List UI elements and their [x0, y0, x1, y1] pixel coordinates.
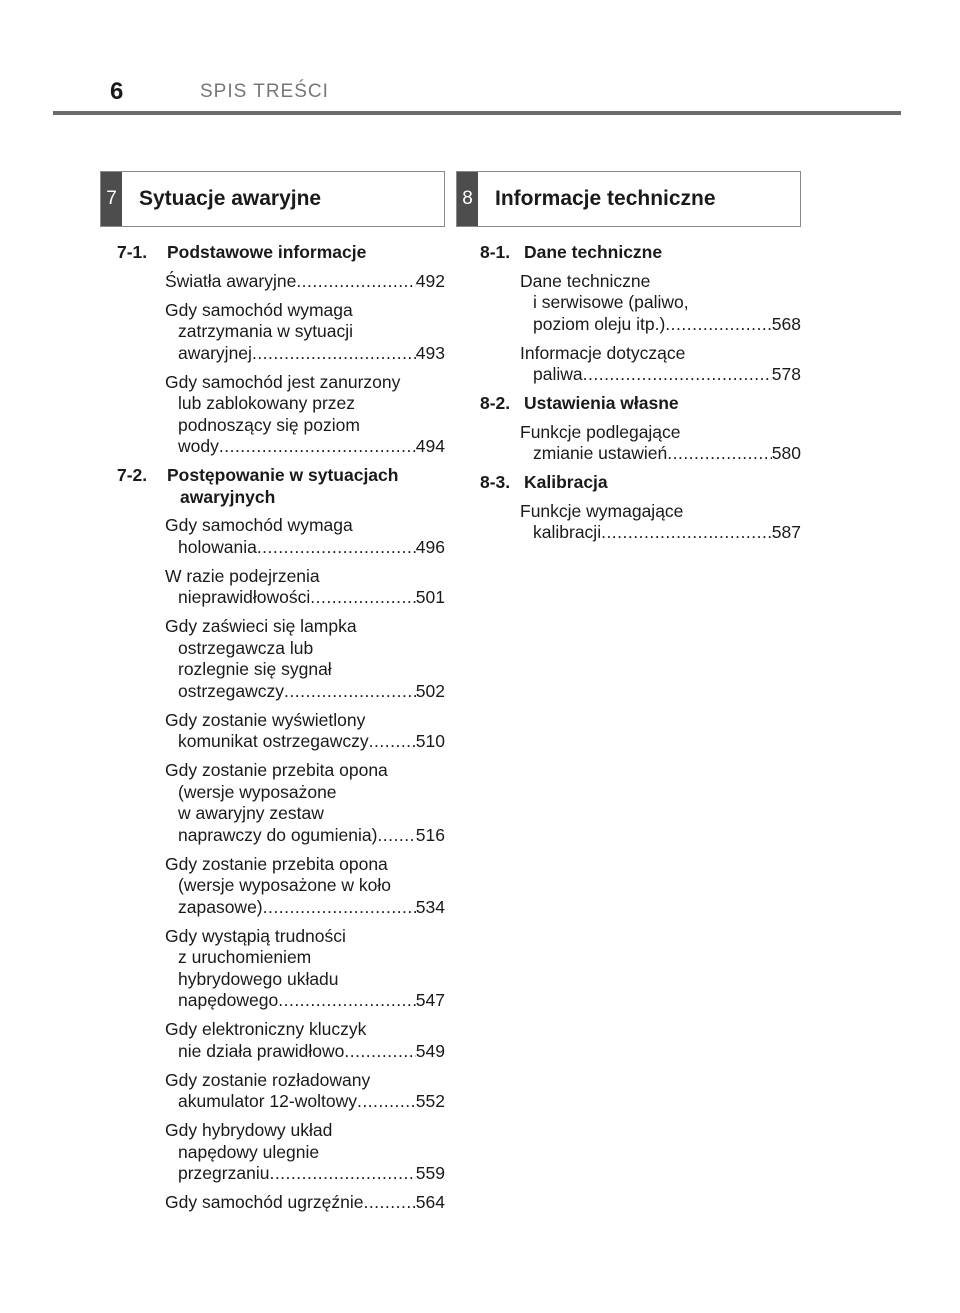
dot-leader — [310, 587, 416, 609]
entry-title-line: nie działa prawidłowo — [178, 1040, 345, 1061]
chapter-code: 7-1. — [117, 242, 148, 262]
entry-title-line: Funkcje podlegające — [520, 421, 681, 442]
chapter-heading[interactable] — [456, 242, 801, 264]
dot-leader — [363, 1192, 415, 1214]
entry-title-line: w awaryjny zestaw — [178, 803, 324, 823]
entry-last-line — [165, 1163, 445, 1185]
entry-last-line — [165, 587, 445, 609]
section-title: Informacje techniczne — [495, 187, 716, 210]
entry-title-line: przegrzaniu — [178, 1163, 270, 1183]
entry-title-line: zmianie ustawień — [533, 443, 668, 463]
entry-title-line: z uruchomieniem — [178, 947, 312, 967]
toc-entry[interactable] — [165, 271, 445, 293]
entry-title-line: (wersje wyposażone — [178, 781, 337, 802]
toc-entry[interactable] — [520, 501, 801, 544]
page-ref: 568 — [771, 313, 801, 334]
chapter-title-line: awaryjnych — [180, 486, 276, 507]
dot-leader — [369, 731, 416, 753]
entry-last-line — [165, 825, 445, 847]
entry-title-line: zapasowe) — [178, 896, 263, 917]
page-ref: 559 — [415, 1163, 445, 1183]
entry-group — [456, 501, 801, 544]
page-ref: 510 — [415, 731, 445, 751]
dot-leader — [252, 343, 416, 365]
entry-title-line: Światła awaryjne — [165, 270, 297, 291]
dot-leader — [601, 522, 772, 544]
entry-title-line: Gdy zostanie przebita opona — [165, 760, 388, 780]
page-ref: 578 — [771, 364, 801, 384]
entry-title-line: Gdy zostanie przebita opona — [165, 853, 388, 874]
page-ref: 552 — [415, 1091, 445, 1111]
page-ref: 587 — [771, 522, 801, 542]
header-rule — [53, 111, 901, 115]
entry-title-line: hybrydowego układu — [178, 968, 339, 989]
entry-last-line — [165, 436, 445, 458]
chapter-heading[interactable] — [456, 393, 801, 415]
page-ref: 496 — [415, 536, 445, 557]
page-ref: 564 — [415, 1192, 445, 1212]
chapter-title: Ustawienia własne — [524, 393, 679, 413]
toc-entry[interactable] — [165, 854, 445, 919]
page-number: 6 — [110, 78, 124, 105]
chapter-code: 8-1. — [480, 242, 511, 262]
toc-entry[interactable] — [165, 1192, 445, 1214]
toc-list — [100, 242, 445, 1214]
entry-title-line: W razie podejrzenia — [165, 565, 320, 586]
entry-title-line: nieprawidłowości — [178, 587, 311, 607]
toc-entry[interactable] — [165, 1019, 445, 1062]
page-ref: 501 — [415, 587, 445, 607]
page-ref: 547 — [415, 990, 445, 1010]
toc-entry[interactable] — [165, 300, 445, 365]
entry-title-line: lub zablokowany przez — [178, 393, 356, 413]
toc-entry[interactable] — [520, 271, 801, 336]
section-header-8[interactable] — [456, 171, 801, 227]
entry-last-line — [165, 343, 445, 365]
entry-title-line: napędowego — [178, 990, 279, 1010]
entry-title-line: i serwisowe (paliwo, — [533, 292, 689, 312]
entry-title-line: Gdy samochód jest zanurzony — [165, 371, 401, 392]
dot-leader — [377, 825, 415, 847]
entry-title-line: Gdy zaświeci się lampka — [165, 616, 357, 636]
entry-title-line: Gdy zostanie rozładowany — [165, 1069, 371, 1090]
page-ref: 494 — [415, 436, 445, 456]
entry-title-line: rozlegnie się sygnał — [178, 659, 332, 679]
entry-title-line: Gdy wystąpią trudności — [165, 925, 346, 946]
toc-entry[interactable] — [520, 343, 801, 386]
section-number: 8 — [457, 172, 478, 226]
dot-leader — [665, 314, 772, 336]
toc-entry[interactable] — [520, 422, 801, 465]
entry-group — [456, 422, 801, 465]
dot-leader — [667, 443, 772, 465]
toc-column-right — [456, 171, 801, 551]
entry-last-line — [520, 314, 801, 336]
chapter-title-line: Postępowanie w sytuacjach — [167, 465, 399, 485]
entry-last-line — [520, 443, 801, 465]
entry-title-line: kalibracji — [533, 522, 602, 542]
chapter-title: Kalibracja — [524, 472, 608, 492]
chapter-title: Podstawowe informacje — [167, 242, 367, 262]
dot-leader — [357, 1091, 416, 1113]
entry-last-line — [165, 731, 445, 753]
entry-title-line: Funkcje wymagające — [520, 500, 684, 521]
entry-title-line: podnoszący się poziom — [178, 414, 360, 435]
entry-title-line: komunikat ostrzegawczy — [178, 731, 369, 751]
entry-title-line: Gdy elektroniczny kluczyk — [165, 1019, 367, 1039]
toc-entry[interactable] — [165, 616, 445, 702]
entry-group — [456, 271, 801, 386]
entry-last-line — [165, 681, 445, 703]
entry-title-line: Gdy samochód wymaga — [165, 299, 353, 320]
toc-entry[interactable] — [165, 1070, 445, 1113]
entry-title-line: wody — [178, 436, 219, 456]
toc-entry[interactable] — [165, 926, 445, 1012]
entry-last-line — [520, 522, 801, 544]
dot-leader — [284, 681, 416, 703]
chapter-code: 8-3. — [480, 472, 511, 492]
chapter-heading[interactable] — [100, 465, 445, 508]
entry-title-line: Dane techniczne — [520, 270, 651, 291]
entry-title-line: Informacje dotyczące — [520, 342, 686, 363]
dot-leader — [263, 897, 416, 919]
toc-entry[interactable] — [165, 710, 445, 753]
running-title: SPIS TREŚCI — [200, 81, 329, 102]
page-ref: 580 — [771, 443, 801, 463]
page-ref: 492 — [415, 270, 445, 291]
entry-last-line — [165, 1041, 445, 1063]
toc-list — [456, 242, 801, 544]
toc-entry[interactable] — [165, 760, 445, 846]
entry-last-line — [165, 1192, 445, 1214]
chapter-title — [167, 465, 445, 508]
entry-title-line: holowania — [178, 536, 257, 557]
chapter-heading[interactable] — [456, 472, 801, 494]
chapter-code: 8-2. — [480, 393, 511, 413]
dot-leader — [269, 1163, 415, 1185]
toc-entry[interactable] — [165, 515, 445, 558]
toc-entry[interactable] — [165, 372, 445, 458]
dot-leader — [296, 271, 415, 293]
entry-title-line: Gdy samochód ugrzęźnie — [165, 1192, 364, 1212]
page-ref: 549 — [415, 1040, 445, 1061]
section-header-7[interactable] — [100, 171, 445, 227]
dot-leader — [344, 1041, 415, 1063]
entry-title-line: Gdy zostanie wyświetlony — [165, 709, 366, 730]
entry-last-line — [165, 897, 445, 919]
dot-leader — [583, 364, 772, 386]
entry-group — [100, 515, 445, 1214]
entry-last-line — [165, 537, 445, 559]
dot-leader — [219, 436, 416, 458]
entry-title-line: paliwa — [533, 364, 583, 384]
entry-title-line: zatrzymania w sytuacji — [178, 321, 354, 341]
entry-title-line: ostrzegawcza lub — [178, 637, 314, 658]
chapter-heading[interactable] — [100, 242, 445, 264]
entry-title-line: naprawczy do ogumienia) — [178, 824, 378, 845]
page-ref: 493 — [415, 342, 445, 363]
dot-leader — [278, 990, 416, 1012]
toc-entry[interactable] — [165, 1120, 445, 1185]
chapter-code: 7-2. — [117, 465, 148, 485]
entry-title-line: awaryjnej — [178, 342, 252, 363]
dot-leader — [257, 537, 416, 559]
section-title: Sytuacje awaryjne — [139, 187, 322, 210]
entry-title-line: Gdy hybrydowy układ — [165, 1120, 333, 1140]
page-ref: 516 — [415, 824, 445, 845]
section-number: 7 — [101, 172, 122, 226]
entry-last-line — [165, 271, 445, 293]
toc-entry[interactable] — [165, 566, 445, 609]
page-ref: 534 — [415, 896, 445, 917]
entry-last-line — [165, 1091, 445, 1113]
chapter-title: Dane techniczne — [524, 242, 663, 262]
entry-title-line: poziom oleju itp.) — [533, 313, 666, 334]
entry-last-line — [520, 364, 801, 386]
entry-title-line: akumulator 12-woltowy — [178, 1091, 357, 1111]
entry-title-line: ostrzegawczy — [178, 680, 285, 701]
entry-last-line — [165, 990, 445, 1012]
entry-title-line: (wersje wyposażone w koło — [178, 875, 392, 895]
entry-title-line: napędowy ulegnie — [178, 1141, 320, 1162]
entry-title-line: Gdy samochód wymaga — [165, 515, 353, 535]
page-ref: 502 — [415, 680, 445, 701]
toc-column-left — [100, 171, 445, 1221]
entry-group — [100, 271, 445, 458]
